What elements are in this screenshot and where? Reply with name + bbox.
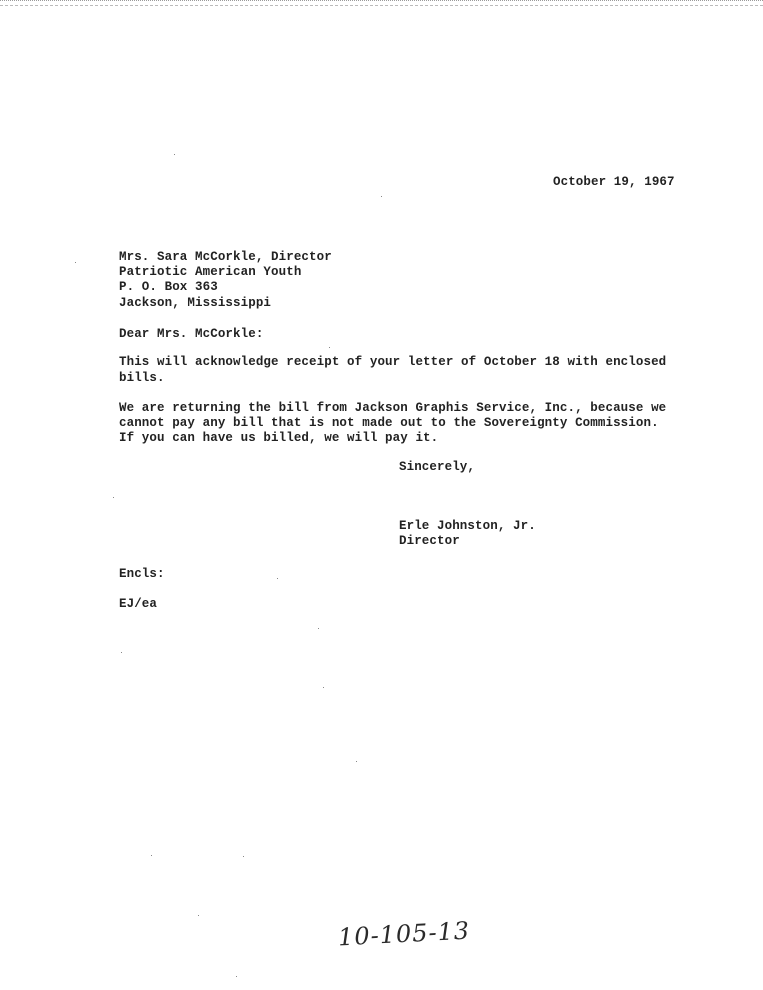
scan-speck: [121, 652, 122, 653]
recipient-line: Jackson, Mississippi: [119, 296, 272, 310]
salutation: Dear Mrs. McCorkle:: [119, 327, 264, 341]
scan-speck: [198, 915, 199, 916]
paragraph-line: bills.: [119, 371, 165, 385]
handwritten-file-number: 10-105-13: [337, 916, 471, 952]
scan-speck: [113, 497, 114, 498]
scan-speck: [329, 347, 330, 348]
enclosures-note: Encls:: [119, 567, 165, 581]
scan-speck: [75, 262, 76, 263]
scan-speck: [151, 855, 152, 856]
signer-title: Director: [399, 534, 460, 548]
paragraph-line: We are returning the bill from Jackson Graphis Service, Inc., because we: [119, 401, 667, 415]
scan-speck: [356, 761, 357, 762]
recipient-line: Mrs. Sara McCorkle, Director: [119, 250, 332, 264]
paragraph-line: cannot pay any bill that is not made out to the Sovereignty Commission.: [119, 416, 659, 430]
typist-initials: EJ/ea: [119, 597, 158, 611]
scan-speck: [277, 578, 278, 579]
scan-speck: [174, 154, 175, 155]
closing: Sincerely,: [399, 460, 476, 474]
paragraph-line: If you can have us billed, we will pay it.: [119, 431, 439, 445]
paragraph-line: This will acknowledge receipt of your letter of October 18 with enclosed: [119, 355, 667, 369]
recipient-line: P. O. Box 363: [119, 280, 218, 294]
scan-speck: [318, 628, 319, 629]
scan-speck: [381, 196, 382, 197]
letter-date: October 19, 1967: [553, 175, 675, 189]
scan-speck: [236, 976, 237, 977]
scan-top-edge: [0, 0, 763, 6]
signer-name: Erle Johnston, Jr.: [399, 519, 536, 533]
scan-speck: [323, 687, 324, 688]
scan-speck: [243, 856, 244, 857]
recipient-line: Patriotic American Youth: [119, 265, 302, 279]
